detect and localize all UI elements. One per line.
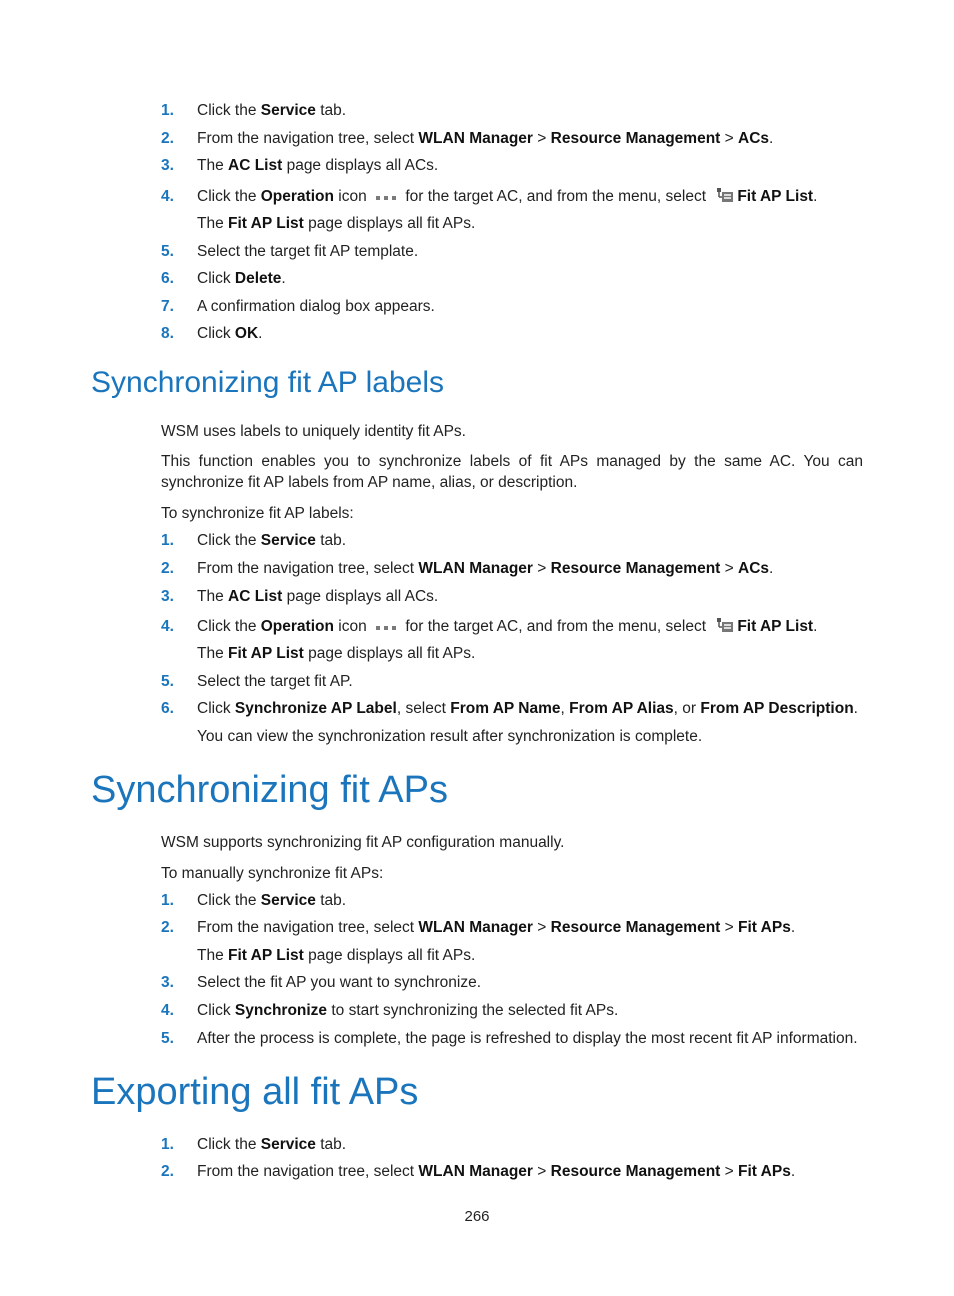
step-text: You can view the synchronization result after synchronization is complete. bbox=[197, 728, 703, 745]
ui-term: Resource Management bbox=[550, 1163, 721, 1180]
step-number: 3. bbox=[161, 157, 174, 174]
step-text: , bbox=[560, 700, 570, 717]
step-text: , select bbox=[396, 700, 451, 717]
step-text: > bbox=[720, 130, 739, 147]
step-text: Click bbox=[197, 700, 235, 717]
ui-term: Synchronize AP Label bbox=[234, 700, 397, 717]
step-text: The bbox=[197, 215, 229, 232]
step-number: 7. bbox=[161, 298, 174, 315]
ui-term: From AP Alias bbox=[569, 700, 674, 717]
step-number: 8. bbox=[161, 325, 174, 342]
step-number: 5. bbox=[161, 1030, 174, 1047]
ui-term: Resource Management bbox=[550, 919, 721, 936]
step-text: . bbox=[813, 188, 818, 205]
step-text: The bbox=[197, 157, 229, 174]
ui-term: Service bbox=[260, 892, 316, 909]
step-text: . bbox=[853, 700, 858, 717]
step-content bbox=[197, 187, 817, 207]
step-number: 3. bbox=[161, 974, 174, 991]
step-text: . bbox=[790, 919, 796, 936]
ui-term: From AP Name bbox=[450, 700, 561, 717]
step-text: . bbox=[813, 618, 818, 635]
step-text: . bbox=[769, 130, 774, 147]
step-note bbox=[197, 214, 475, 234]
step-content bbox=[197, 1135, 346, 1155]
step-text: A confirmation dialog box appears. bbox=[197, 298, 435, 315]
ui-term: Fit APs bbox=[738, 919, 791, 936]
step-number: 2. bbox=[161, 560, 174, 577]
step-text: Click the bbox=[197, 618, 261, 635]
heading-export-fit-aps: Exporting all fit APs bbox=[91, 1071, 419, 1113]
step-number: 4. bbox=[161, 618, 174, 635]
step-number: 3. bbox=[161, 588, 174, 605]
ui-term: Fit AP List bbox=[737, 618, 814, 635]
step-text: After the process is complete, the page is refreshed to display the most recent fit AP information. bbox=[197, 1030, 858, 1047]
paragraph-labels-intro: WSM uses labels to uniquely identity fit APs. bbox=[161, 423, 466, 440]
fit-ap-list-icon[interactable] bbox=[716, 617, 734, 633]
step-text: page displays all ACs. bbox=[282, 588, 439, 605]
step-text: . bbox=[258, 325, 263, 342]
step-text: > bbox=[532, 919, 551, 936]
step-text: Click bbox=[197, 1002, 235, 1019]
ui-term: Service bbox=[260, 532, 316, 549]
step-number: 1. bbox=[161, 532, 174, 549]
ui-term: ACs bbox=[738, 130, 770, 147]
step-content bbox=[197, 699, 858, 719]
step-number: 6. bbox=[161, 700, 174, 717]
ui-term: WLAN Manager bbox=[418, 560, 533, 577]
step-text: > bbox=[532, 1163, 551, 1180]
step-content bbox=[197, 918, 795, 938]
ui-term: Operation bbox=[260, 618, 334, 635]
step-text: > bbox=[720, 919, 739, 936]
ui-term: WLAN Manager bbox=[418, 130, 533, 147]
step-text: > bbox=[720, 560, 739, 577]
step-content bbox=[197, 672, 353, 692]
step-text: Select the target fit AP. bbox=[197, 673, 353, 690]
heading-sync-labels: Synchronizing fit AP labels bbox=[91, 366, 444, 399]
step-text: Click the bbox=[197, 102, 261, 119]
ui-term: WLAN Manager bbox=[418, 919, 533, 936]
fit-ap-list-icon[interactable] bbox=[716, 187, 734, 203]
step-text: Click the bbox=[197, 892, 261, 909]
ui-term: OK bbox=[234, 325, 259, 342]
step-content bbox=[197, 587, 438, 607]
step-content bbox=[197, 1001, 618, 1021]
step-content bbox=[197, 242, 418, 262]
step-text: page displays all ACs. bbox=[282, 157, 439, 174]
step-content bbox=[197, 324, 262, 344]
ui-term: ACs bbox=[738, 560, 770, 577]
step-number: 1. bbox=[161, 102, 174, 119]
step-content bbox=[197, 973, 481, 993]
step-number: 4. bbox=[161, 1002, 174, 1019]
step-text: Click the bbox=[197, 188, 261, 205]
step-text: icon bbox=[333, 188, 372, 205]
step-note bbox=[197, 727, 702, 747]
page-number: 266 bbox=[464, 1208, 490, 1225]
ui-term: Synchronize bbox=[234, 1002, 328, 1019]
ui-term: From AP Description bbox=[700, 700, 854, 717]
step-number: 5. bbox=[161, 673, 174, 690]
step-text: tab. bbox=[315, 892, 347, 909]
step-content bbox=[197, 1029, 858, 1049]
step-text: . bbox=[790, 1163, 796, 1180]
step-note bbox=[197, 946, 475, 966]
step-text: tab. bbox=[315, 1136, 347, 1153]
paragraph-labels-description: This function enables you to synchronize labels of fit APs managed by the same AC. You can synchronize fit AP labels from AP name, alias, or description. bbox=[161, 453, 863, 491]
step-number: 2. bbox=[161, 919, 174, 936]
step-text: Select the fit AP you want to synchronize. bbox=[197, 974, 482, 991]
step-text: > bbox=[532, 130, 551, 147]
paragraph-sync-intro: WSM supports synchronizing fit AP configuration manually. bbox=[161, 834, 565, 851]
ui-term: Service bbox=[260, 102, 316, 119]
step-text: page displays all fit APs. bbox=[303, 947, 476, 964]
step-text: tab. bbox=[315, 102, 347, 119]
step-text: Select the target fit AP template. bbox=[197, 243, 419, 260]
ui-term: AC List bbox=[228, 588, 283, 605]
step-text: From the navigation tree, select bbox=[197, 130, 419, 147]
step-content bbox=[197, 559, 773, 579]
step-content bbox=[197, 1162, 795, 1182]
step-number: 2. bbox=[161, 130, 174, 147]
step-text: for the target AC, and from the menu, select bbox=[401, 618, 711, 635]
step-text: From the navigation tree, select bbox=[197, 1163, 419, 1180]
step-number: 2. bbox=[161, 1163, 174, 1180]
step-text: From the navigation tree, select bbox=[197, 919, 419, 936]
step-content bbox=[197, 531, 346, 551]
step-text: > bbox=[720, 1163, 739, 1180]
step-text: icon bbox=[333, 618, 372, 635]
step-content bbox=[197, 156, 438, 176]
operation-icon[interactable] bbox=[373, 192, 399, 202]
operation-icon[interactable] bbox=[373, 622, 399, 632]
ui-term: Fit APs bbox=[738, 1163, 791, 1180]
step-number: 6. bbox=[161, 270, 174, 287]
step-number: 4. bbox=[161, 188, 174, 205]
step-note bbox=[197, 644, 475, 664]
step-number: 1. bbox=[161, 892, 174, 909]
ui-term: Resource Management bbox=[550, 560, 721, 577]
step-text: Click bbox=[197, 270, 235, 287]
step-text: Click the bbox=[197, 1136, 261, 1153]
step-content bbox=[197, 297, 435, 317]
paragraph-labels-procedure: To synchronize fit AP labels: bbox=[161, 505, 354, 522]
step-text: Click bbox=[197, 325, 235, 342]
paragraph-sync-procedure: To manually synchronize fit APs: bbox=[161, 865, 384, 882]
step-content bbox=[197, 101, 346, 121]
ui-term: Fit AP List bbox=[228, 947, 304, 964]
ui-term: Resource Management bbox=[550, 130, 721, 147]
step-text: The bbox=[197, 645, 229, 662]
step-content bbox=[197, 269, 286, 289]
ui-term: Fit AP List bbox=[228, 645, 304, 662]
step-text: to start synchronizing the selected fit APs. bbox=[327, 1002, 619, 1019]
step-text: . bbox=[769, 560, 774, 577]
ui-term: Fit AP List bbox=[737, 188, 814, 205]
step-text: page displays all fit APs. bbox=[303, 215, 476, 232]
ui-term: AC List bbox=[228, 157, 283, 174]
ui-term: WLAN Manager bbox=[418, 1163, 533, 1180]
step-content bbox=[197, 129, 773, 149]
step-number: 1. bbox=[161, 1136, 174, 1153]
ui-term: Operation bbox=[260, 188, 334, 205]
step-text: for the target AC, and from the menu, select bbox=[401, 188, 711, 205]
step-number: 5. bbox=[161, 243, 174, 260]
step-text: . bbox=[281, 270, 286, 287]
step-text: Click the bbox=[197, 532, 261, 549]
step-text: , or bbox=[673, 700, 701, 717]
ui-term: Service bbox=[260, 1136, 316, 1153]
ui-term: Fit AP List bbox=[228, 215, 304, 232]
step-content bbox=[197, 617, 817, 637]
ui-term: Delete bbox=[234, 270, 282, 287]
step-text: From the navigation tree, select bbox=[197, 560, 419, 577]
step-text: tab. bbox=[315, 532, 347, 549]
step-text: The bbox=[197, 588, 229, 605]
step-text: > bbox=[532, 560, 551, 577]
step-text: The bbox=[197, 947, 229, 964]
step-content bbox=[197, 891, 346, 911]
step-text: page displays all fit APs. bbox=[303, 645, 476, 662]
heading-sync-fit-aps: Synchronizing fit APs bbox=[91, 769, 448, 811]
